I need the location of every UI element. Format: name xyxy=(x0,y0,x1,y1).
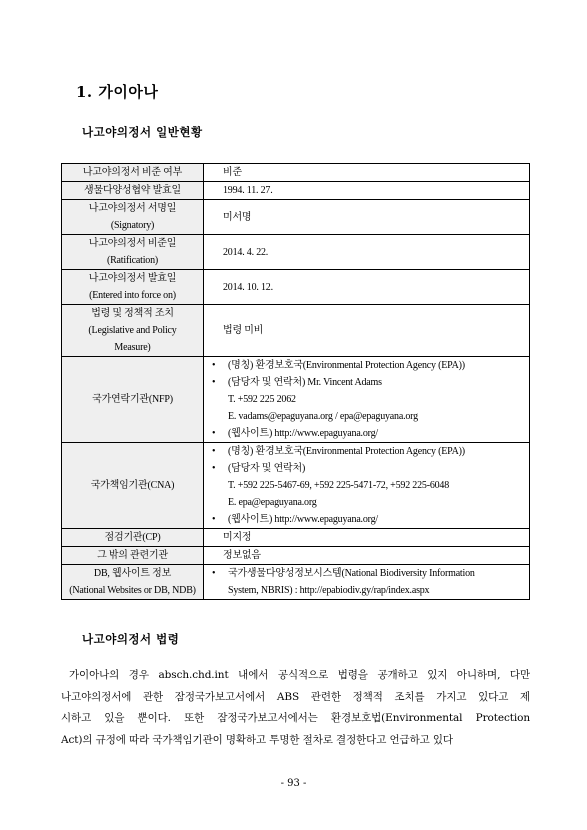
label-db-en: (National Websites or DB, NDB) xyxy=(69,585,196,596)
general-info-table xyxy=(61,163,530,600)
label-ratification-ko: 나고야의정서 비준일 xyxy=(88,238,177,249)
list-item: • (웹사이트) http://www.epaguyana.org/ xyxy=(204,425,523,442)
paragraph-line: Act)의 규정에 따라 국가책임기관이 명확하고 투명한 절차로 결정한다고 언급하고 있다 xyxy=(61,733,453,746)
table-row-signatory xyxy=(62,200,530,235)
value-other: 정보없음 xyxy=(204,547,530,565)
list-item: E. epa@epaguyana.org xyxy=(228,497,317,508)
list-item: • (웹사이트) http://www.epaguyana.org/ xyxy=(204,511,523,528)
list-item: T. +592 225 2062 xyxy=(228,394,296,405)
table-row-db xyxy=(62,565,530,600)
table-row-ratification xyxy=(62,235,530,270)
list-item: T. +592 225-5467-69, +592 225-5471-72, +592 225-6048 xyxy=(228,480,450,491)
paragraph-line: 나고야의정서에 관한 잠정국가보고서에서 ABS 관련한 정책적 조치를 가지고 있다고 제 xyxy=(61,690,530,703)
list-item: • 국가생물다양성정보시스템(National Biodiversity Information xyxy=(204,565,523,582)
label-entered-ko: 나고야의정서 발효일 xyxy=(88,273,177,284)
label-legislative-en1: (Legislative and Policy xyxy=(88,325,177,336)
label-cp: 점검기관(CP) xyxy=(62,529,204,547)
list-item: • (담당자 및 연락처) Mr. Vincent Adams xyxy=(204,374,523,391)
list-item: • (명칭) 환경보호국(Environmental Protection Agency (EPA)) xyxy=(204,357,523,374)
label-db-ko: DB, 웹사이트 정보 xyxy=(93,568,172,579)
table-row-entered xyxy=(62,270,530,305)
value-legislative: 법령 미비 xyxy=(204,305,530,357)
label-entered xyxy=(62,270,204,305)
value-cbd-effective: 1994. 11. 27. xyxy=(204,182,530,200)
label-db xyxy=(62,565,204,600)
table-row-legislative xyxy=(62,305,530,357)
value-cna xyxy=(204,443,530,529)
table-row-other xyxy=(62,547,530,565)
value-ratify-status: 비준 xyxy=(204,164,530,182)
value-ratification: 2014. 4. 22. xyxy=(204,235,530,270)
cna-list xyxy=(204,443,523,528)
label-cna: 국가책임기관(CNA) xyxy=(62,443,204,529)
table-row-nfp xyxy=(62,357,530,443)
list-item: System, NBRIS) : http://epabiodiv.gy/rap/index.aspx xyxy=(228,585,430,596)
label-nfp: 국가연락기관(NFP) xyxy=(62,357,204,443)
value-entered: 2014. 10. 12. xyxy=(204,270,530,305)
value-signatory: 미서명 xyxy=(204,200,530,235)
table-row-cbd-effective xyxy=(62,182,530,200)
legislation-paragraph xyxy=(61,665,530,751)
page-title: 1. 가이아나 xyxy=(76,83,159,101)
table-row-ratify-status xyxy=(62,164,530,182)
label-signatory-en: (Signatory) xyxy=(110,220,155,231)
paragraph-line: 시하고 있을 뿐이다. 또한 잠정국가보고서에서는 환경보호법(Environmental Protection xyxy=(61,712,530,724)
table-row-cp xyxy=(62,529,530,547)
value-cp: 미지정 xyxy=(204,529,530,547)
label-legislative-ko: 법령 및 정책적 조치 xyxy=(91,308,174,319)
label-signatory xyxy=(62,200,204,235)
value-nfp xyxy=(204,357,530,443)
label-signatory-ko: 나고야의정서 서명일 xyxy=(88,203,177,214)
label-ratification xyxy=(62,235,204,270)
label-ratify-status: 나고야의정서 비준 여부 xyxy=(62,164,204,182)
label-entered-en: (Entered into force on) xyxy=(89,290,176,301)
label-cbd-effective: 생물다양성협약 발효일 xyxy=(62,182,204,200)
label-other: 그 밖의 관련기관 xyxy=(62,547,204,565)
paragraph-line: 가이아나의 경우 absch.chd.int 내에서 공식적으로 법령을 공개하고 있지 아니하며, 다만 xyxy=(69,669,530,681)
label-legislative xyxy=(62,305,204,357)
label-ratification-en: (Ratification) xyxy=(106,255,159,266)
value-db xyxy=(204,565,530,600)
section-title-general: 나고야의정서 일반현황 xyxy=(82,125,203,139)
nfp-list xyxy=(204,357,523,442)
list-item: • (명칭) 환경보호국(Environmental Protection Agency (EPA)) xyxy=(204,443,523,460)
db-list xyxy=(204,565,523,599)
section-title-legislation: 나고야의정서 법령 xyxy=(82,632,180,646)
list-item: E. vadams@epaguyana.org / epa@epaguyana.org xyxy=(228,411,418,422)
table-row-cna xyxy=(62,443,530,529)
list-item: • (담당자 및 연락처) xyxy=(204,460,523,477)
page-number: - 93 - xyxy=(280,778,307,789)
label-legislative-en2: Measure) xyxy=(114,342,151,353)
